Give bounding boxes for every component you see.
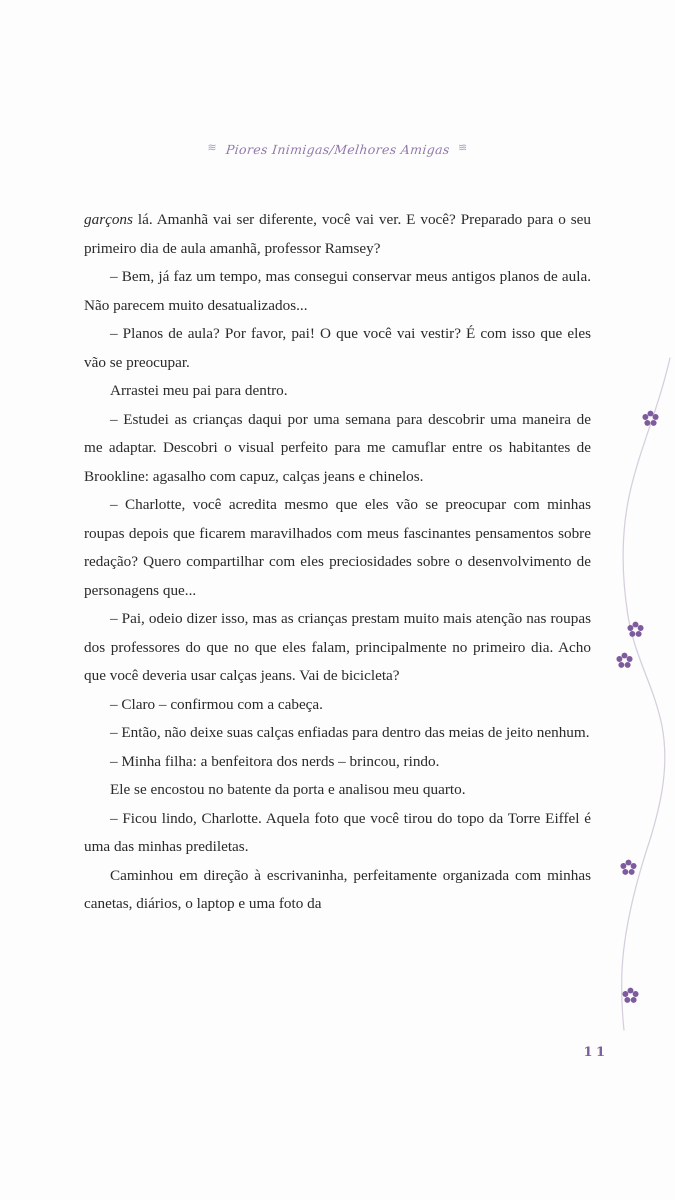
paragraph-text: lá. Amanhã vai ser diferente, você vai ver. E você? Preparado para o seu primeiro dia de aula amanhã, professor Ramsey? — [84, 211, 591, 257]
paragraph: Caminhou em direção à escrivaninha, perfeitamente organizada com minhas canetas, diários, o laptop e uma foto da — [84, 866, 591, 912]
paragraph — [84, 206, 591, 263]
page-number: 11 — [583, 1045, 609, 1060]
paragraph: – Claro – confirmou com a cabeça. — [110, 695, 323, 713]
running-head-title: Piores Inimigas/Melhores Amigas — [224, 141, 451, 157]
paragraph: – Estudei as crianças daqui por uma semana para descobrir uma maneira de me adaptar. Descobri o visual perfeito para me camuflar entre os habitantes de Brookline: agasalho com capuz, calças jeans e chinelos. — [84, 410, 591, 485]
paragraph: – Minha filha: a benfeitora dos nerds – brincou, rindo. — [110, 752, 440, 770]
swirl-ornament-left-icon: ≋ — [207, 141, 217, 154]
flower-icon — [616, 652, 633, 669]
italic-lead-word: garçons — [84, 211, 133, 228]
page-body — [84, 206, 591, 919]
running-head — [0, 134, 675, 164]
paragraph: – Bem, já faz um tempo, mas consegui conservar meus antigos planos de aula. Não parecem muito desatualizados... — [84, 268, 591, 314]
vine-line-icon — [588, 340, 675, 1040]
paragraph: – Então, não deixe suas calças enfiadas para dentro das meias de jeito nenhum. — [110, 724, 590, 741]
paragraph: – Planos de aula? Por favor, pai! O que você vai vestir? É com isso que eles vão se preocupar. — [84, 325, 591, 371]
flower-icon — [620, 859, 637, 876]
flower-icon — [627, 621, 644, 638]
paragraph: Arrastei meu pai para dentro. — [110, 382, 288, 399]
paragraph: – Charlotte, você acredita mesmo que eles vão se preocupar com minhas roupas depois que ficarem maravilhados com meus fascinantes pensamentos sobre redação? Quero compartilhar com eles preciosidades sobre o desenvolvimento de personagens que... — [84, 496, 591, 599]
flower-icon — [642, 410, 659, 427]
margin-vine-decoration — [588, 340, 675, 1040]
swirl-ornament-right-icon: ≋ — [458, 141, 468, 154]
paragraph: Ele se encostou no batente da porta e analisou meu quarto. — [110, 781, 466, 798]
paragraph: – Pai, odeio dizer isso, mas as crianças prestam muito mais atenção nas roupas dos professores do que no que eles falam, principalmente no primeiro dia. Acho que você deveria usar calças jeans. Vai de bicicleta? — [84, 610, 591, 684]
paragraph: – Ficou lindo, Charlotte. Aquela foto que você tirou do topo da Torre Eiffel é uma das minhas prediletas. — [84, 809, 591, 855]
flower-icon — [622, 987, 639, 1004]
